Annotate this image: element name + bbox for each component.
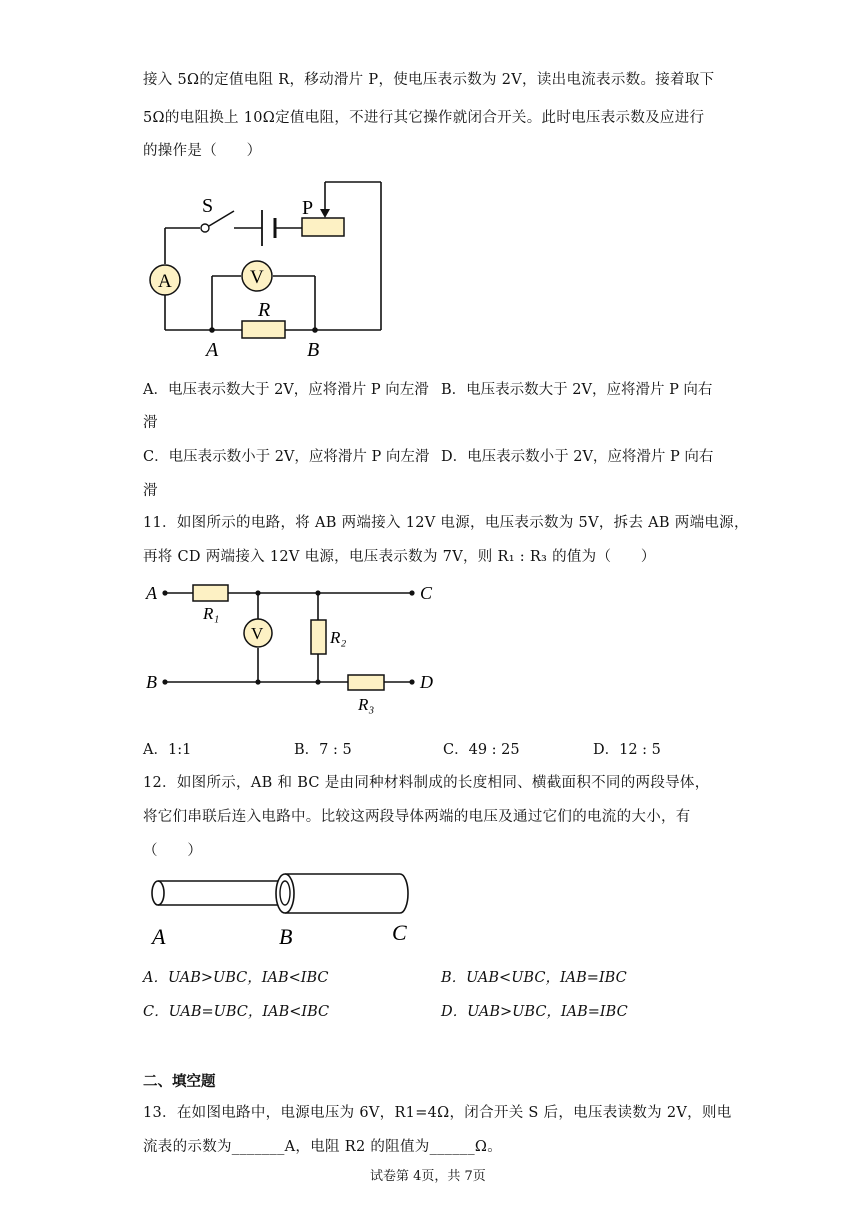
- q13-line-2: 流表的示数为_______A，电阻 R2 的阻值为______Ω。: [143, 1139, 503, 1155]
- q11-option-b[interactable]: B．7 : 5: [294, 742, 352, 758]
- q11-option-d[interactable]: D．12 : 5: [593, 742, 661, 758]
- q10-option-c[interactable]: C．电压表示数小于 2V，应将滑片 P 向左滑: [143, 449, 430, 465]
- resistor-R1-label: R₁: [203, 604, 220, 623]
- node-B-label: B: [307, 339, 320, 361]
- q11-line-2: 再将 CD 两端接入 12V 电源，电压表示数为 7V，则 R₁ : R₃ 的值为（ ）: [143, 549, 656, 565]
- resistor-R2-label: R₂: [330, 628, 347, 647]
- q10-option-b[interactable]: B．电压表示数大于 2V，应将滑片 P 向右: [441, 382, 713, 398]
- terminal-A-label: A: [146, 583, 157, 603]
- voltmeter-label: V: [250, 267, 264, 288]
- q11-option-a[interactable]: A．1:1: [143, 742, 192, 758]
- q10-option-d[interactable]: D．电压表示数小于 2V，应将滑片 P 向右: [441, 449, 714, 465]
- resistor-R3-label: R₃: [358, 695, 375, 714]
- q10-option-d-wrap: 滑: [143, 483, 158, 499]
- q10-line-1: 接入 5Ω的定值电阻 R，移动滑片 P，使电压表示数为 2V，读出电流表示数。接着取下: [143, 72, 715, 88]
- page-footer: 试卷第 4页，共 7页: [370, 1169, 486, 1184]
- ammeter-label: A: [158, 271, 172, 292]
- terminal-D-label: D: [420, 672, 433, 692]
- q12-option-c[interactable]: C．UAB=UBC，IAB<IBC: [143, 1004, 330, 1020]
- node-A-label: A: [206, 339, 219, 361]
- q13-line-1: 13．在如图电路中，电源电压为 6V，R1=4Ω，闭合开关 S 后，电压表读数为 2V，则电: [143, 1105, 732, 1121]
- switch-label: S: [202, 195, 214, 217]
- q11-option-c[interactable]: C．49 : 25: [443, 742, 520, 758]
- q12-line-2: 将它们串联后连入电路中。比较这两段导体两端的电压及通过它们的电流的大小，有: [143, 809, 691, 825]
- q11-line-1: 11．如图所示的电路，将 AB 两端接入 12V 电源，电压表示数为 5V，拆去 AB 两端电源，: [143, 515, 749, 531]
- q12-option-a[interactable]: A．UAB>UBC，IAB<IBC: [143, 970, 329, 986]
- terminal-B-label: B: [146, 672, 157, 692]
- resistor-R-label: R: [258, 299, 271, 321]
- q10-line-3: 的操作是（ ）: [143, 143, 262, 159]
- q12-option-b[interactable]: B．UAB<UBC，IAB=IBC: [441, 970, 627, 986]
- voltmeter-label: V: [251, 624, 264, 643]
- slider-label: P: [302, 197, 314, 219]
- q12-option-d[interactable]: D．UAB>UBC，IAB=IBC: [441, 1004, 628, 1020]
- thick-conductor-end: [400, 874, 408, 913]
- point-A-label: A: [152, 924, 166, 949]
- q10-option-a[interactable]: A．电压表示数大于 2V，应将滑片 P 向左滑: [143, 382, 429, 398]
- q12-line-1: 12．如图所示，AB 和 BC 是由同种材料制成的长度相同、横截面积不同的两段导体，: [143, 775, 710, 791]
- thin-conductor-end: [152, 881, 164, 905]
- q10-line-2: 5Ω的电阻换上 10Ω定值电阻，不进行其它操作就闭合开关。此时电压表示数及应进行: [143, 110, 705, 126]
- point-B-label: B: [279, 924, 293, 949]
- q12-line-3: （ ）: [143, 843, 203, 859]
- section-title: 二、填空题: [143, 1073, 216, 1090]
- point-C-label: C: [392, 920, 407, 945]
- thin-conductor-face: [280, 881, 290, 905]
- terminal-C-label: C: [420, 583, 433, 603]
- q10-option-b-wrap: 滑: [143, 415, 158, 431]
